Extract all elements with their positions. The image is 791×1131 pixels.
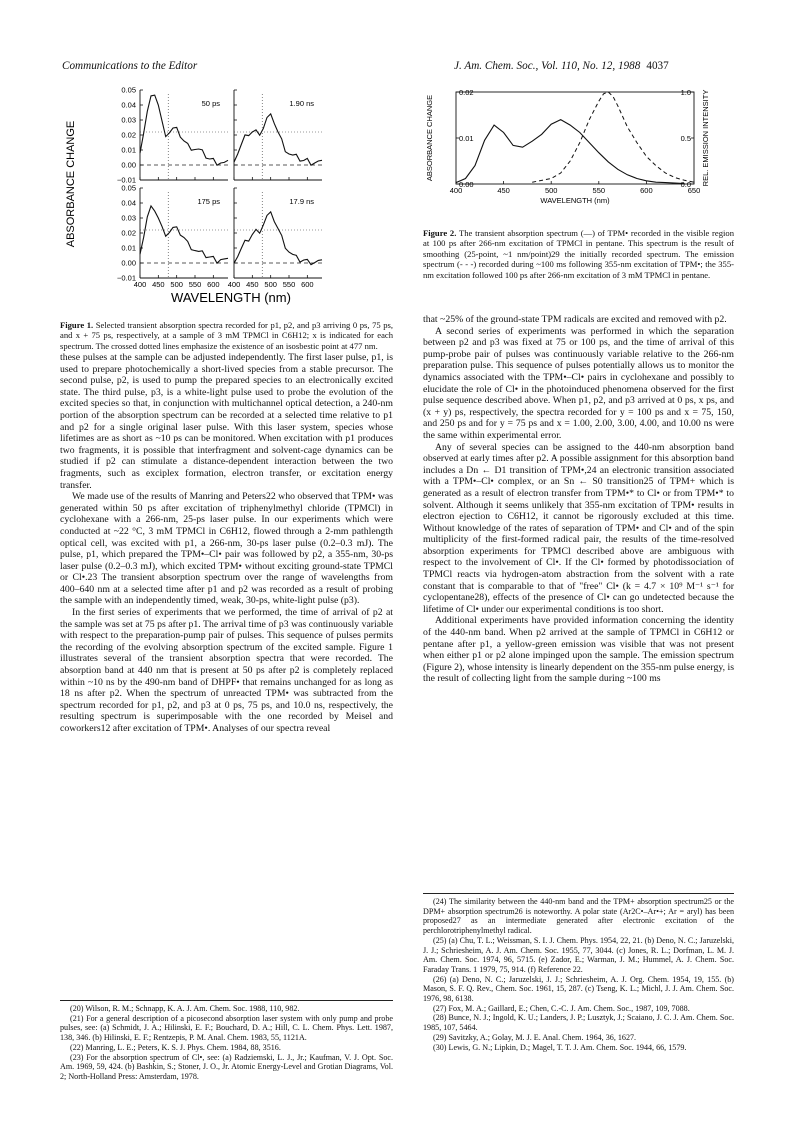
figure-1-caption bbox=[60, 320, 393, 351]
references-left bbox=[60, 1004, 393, 1082]
figure-1-caption-label: Figure 1. bbox=[60, 320, 94, 330]
y-tick-label: 0.05 bbox=[121, 183, 136, 193]
footnote-rule bbox=[60, 1000, 393, 1001]
x-tick-label: 600 bbox=[301, 280, 314, 289]
x-tick-label: 550 bbox=[188, 280, 202, 289]
page-number: 4037 bbox=[646, 60, 669, 72]
y-tick-label: 0.02 bbox=[121, 130, 136, 140]
x-tick-label: 500 bbox=[544, 186, 558, 195]
plot-frame bbox=[456, 92, 694, 184]
y-tick-label: 0.03 bbox=[121, 115, 136, 125]
y-tick-label: 0.00 bbox=[459, 180, 474, 189]
body-paragraph: Any of several species can be assigned to the 440-nm absorption band observed at early times after p2. A possible assignment for this absorption band includes a Dn ← D1 transition of TPM•,24 an electronic transition associated with a TPM•–Cl• complex, or an Sn ← S0 transition25 of TPM+ which is generated as a result of electron transfer from TPM•* to Cl• or from TPM•* to solvent. Although it seems unlikely that 355-nm excitation of TPM• results in electron ejection to C6H12, it cannot be rigorously excluded at this time. Without knowledge of the rates of separation of TPM• and Cl• and of the spin multiplicity of the first-formed radical pair, the results of the time-resolved absorption experiments for TPMCl described above are ambiguous with respect to the involvement of Cl•. If the Cl• formed by photodissociation of TPMCl reacts via hydrogen-atom abstraction from the solvent with a rate constant that is comparable to that of "free" Cl• (k = 4.7 × 10⁹ M⁻¹ s⁻¹ for cyclopentane28), effects of the presence of Cl• can go undetected because the lifetime of Cl• under our experimental conditions is too short. bbox=[423, 441, 734, 615]
emission-spectrum-line bbox=[532, 92, 694, 182]
body-paragraph: A second series of experiments was performed in which the separation between p2 and p3 was fixed at 75 or 100 ps, and the time of arrival of this pump-probe pair of pulses was continuously variable relative to the 266-nm preparation pulse. This sequence of pulses potentially allows us to monitor the dynamics associated with the TPM•–Cl• pairs in cyclohexane and possibly to elucidate the role of Cl• in the photoinduced phenomena observed for the first pulse sequence described above. When p1, p2, and p3 arrived at 0 ps, x ps, and (x + y) ps, respectively, the spectra recorded for y = 100 ps and x = 75, 150, and 250 ps and for y = 75 ps and x = 1.00, 2.00, 3.00, 4.00, and 10.00 ns were the same within experimental error. bbox=[423, 325, 734, 441]
y-tick-label: 0.01 bbox=[121, 145, 136, 155]
reference-item: (29) Savitzky, A.; Golay, M. J. E. Anal. Chem. 1964, 36, 1627. bbox=[433, 1032, 637, 1042]
references-right bbox=[423, 897, 734, 1052]
y-right-axis-title: REL. EMISSION INTENSITY bbox=[701, 89, 710, 187]
y-tick-label: 0.02 bbox=[459, 88, 474, 97]
body-paragraph: In the first series of experiments that we performed, the time of arrival of p2 at the sample was set at 75 ps after p1. The arrival time of p3 was continuously variable with respect to the preparation-pump pair of pulses. This sequence of pulses permits the recording of the evolving absorption spectrum of the excited sample. Figure 1 illustrates several of the transient absorption spectra that were recorded. The absorption band at 440 nm that is present at 50 ps after p2 is completely replaced within ~10 ns by the 490-nm band of DHPF• that remains unchanged for as long as 18 ns after p2. When the spectrum of unreacted TPM• was subtracted from the spectrum recorded for p1, p2, and p3 at 0 ps, 75 ps, and 10.0 ns, respectively, the resulting spectrum is superimposable with the one recorded by Meisel and coworkers12 after excitation of TPM•. Analyses of our spectra reveal bbox=[60, 607, 393, 734]
reference-item: (23) For the absorption spectrum of Cl•, see: (a) Radziemski, L. J., Jr.; Kaufman, V. J. Opt. Soc. Am. 1969, 59, 424. (b) Bashkin, S.; Stoner, J. O., Jr. Atomic Energy-Level and Grotian Diagrams, Vol. 2; North-Holland Press: Amsterdam, 1978. bbox=[60, 1052, 393, 1081]
y-right-tick-label: 0.5 bbox=[680, 134, 691, 143]
reference-item: (27) Fox, M. A.; Gaillard, E.; Chen, C.-C. J. Am. Chem. Soc., 1987, 109, 7088. bbox=[433, 1003, 690, 1013]
body-paragraph: these pulses at the sample can be adjusted independently. The first laser pulse, p1, is used to prepare photochemically a short-lived species from a stable precursor. The second pulse, p2, is used to pump the prepared species to an electronically excited state. The third pulse, p3, is a white-light pulse used to probe the evolution of the excited species so that, in conjunction with multichannel optical detection, a 240-nm portion of the absorption spectrum can be recorded at a selected time relative to p1 and p2 for a single original laser pulse. With this laser system, species whose lifetimes are as short as ~10 ps can be monitored. When excitation with p1 produces two fragments, it is possible that interfragment and solvent-cage dynamics can be studied if p2 can stimulate a distance-dependent interaction between the two fragments, such as exciplex formation, electron transfer, or excitation energy transfer. bbox=[60, 352, 393, 491]
x-tick-label: 400 bbox=[133, 280, 147, 289]
y-tick-label: −0.01 bbox=[117, 175, 136, 185]
panel-label: 50 ps bbox=[201, 99, 220, 108]
y-tick-label: 0.02 bbox=[121, 228, 136, 238]
spectrum-line bbox=[140, 206, 228, 263]
x-tick-label: 450 bbox=[497, 186, 510, 195]
body-paragraph: that ~25% of the ground-state TPM radicals are excited and removed with p2. bbox=[423, 314, 727, 325]
panel-label: 175 ps bbox=[197, 197, 220, 206]
body-column-right bbox=[423, 314, 734, 685]
spectrum-line bbox=[234, 114, 322, 165]
y-tick-label: 0.00 bbox=[121, 258, 136, 268]
x-tick-label: 550 bbox=[592, 186, 606, 195]
y-axis-title: ABSORBANCE CHANGE bbox=[425, 94, 434, 182]
body-paragraph: We made use of the results of Manring and Peters22 who observed that TPM• was generated within 50 ps after excitation of triphenylmethyl chloride (TPMCl) in cyclohexane with a 266-nm, 25-ps laser pulse. In our experiments which were conducted at ~22 °C, 3 mM TPMCl in C6H12, flowed through a 2-mm pathlength optical cell, was excited with p1, a 266-nm, 30-ps laser pulse (0.2–0.3 mJ). The pulse, p1, which prepared the TPM•–Cl• pair was followed by p2, a 355-nm, 30-ps laser pulse (0.2–0.3 mJ), which excited TPM• without exciting ground-state TPMCl or Cl•.23 The transient absorption spectrum over the range of wavelengths from 400–640 nm at a selected time after p1 and p2 was recorded as a result of probing the sample with an independently timed, weak, 30-ps, white-light pulse (p3). bbox=[60, 491, 393, 607]
x-tick-label: 500 bbox=[264, 280, 277, 289]
y-tick-label: −0.01 bbox=[117, 273, 136, 283]
x-tick-label: 550 bbox=[282, 280, 296, 289]
journal-citation: J. Am. Chem. Soc., Vol. 110, No. 12, 1988 bbox=[454, 60, 641, 72]
figure-2-caption bbox=[423, 228, 734, 280]
figure-2 bbox=[420, 82, 738, 224]
y-right-tick-label: 1.0 bbox=[680, 88, 691, 97]
x-tick-label: 400 bbox=[449, 186, 463, 195]
body-column-left bbox=[60, 352, 393, 735]
y-tick-label: 0.03 bbox=[121, 213, 136, 223]
y-tick-label: 0.00 bbox=[121, 160, 136, 170]
reference-item: (25) (a) Chu, T. L.; Weissman, S. I. J. Chem. Phys. 1954, 22, 21. (b) Deno, N. C.; Jaruzelski, J. J.; Schriesheim, A. J. Am. Chem. Soc. 1955, 77, 3044. (c) Jones, R. L.; Dorfman, L. M. J. Am. Chem. Soc. 1974, 96, 5715. (e) Zador, E.; Warman, J. M.; Hummel, A. J. Chem. Soc. Faraday Trans. 1 1979, 75, 914. (f) Reference 22. bbox=[423, 935, 734, 974]
y-tick-label: 0.01 bbox=[121, 243, 136, 253]
y-tick-label: 0.01 bbox=[459, 134, 474, 143]
running-header-right bbox=[454, 60, 669, 72]
body-paragraph: Additional experiments have provided information concerning the identity of the 440-nm band. When p2 arrived at the sample of TPMCl in C6H12 or pentane after p1, a yellow-green emission was visible that was not present when either p1 or p2 alone impinged upon the sample. The emission spectrum (Figure 2), whose intensity is linearly dependent on the 355-nm pulse energy, is the result of collecting light from the sample during ~100 ms bbox=[423, 615, 734, 685]
y-tick-label: 0.05 bbox=[121, 85, 136, 95]
reference-item: (30) Lewis, G. N.; Lipkin, D.; Magel, T. T. J. Am. Chem. Soc. 1944, 66, 1579. bbox=[433, 1042, 687, 1052]
panel-label: 17.9 ns bbox=[289, 197, 314, 206]
x-axis-title: WAVELENGTH (nm) bbox=[171, 290, 291, 305]
reference-item: (26) (a) Deno, N. C.; Jaruzelski, J. J.; Schriesheim, A. J. Org. Chem. 1954, 19, 155. (b) Mason, S. F. Q. Rev., Chem. Soc. 1961, 15, 287. (c) Tseng, K. L.; Michl, J. J. Am. Chem. Soc. 1976, 98, 6138. bbox=[423, 974, 734, 1004]
absorption-spectrum-line bbox=[456, 120, 685, 184]
x-tick-label: 450 bbox=[246, 280, 259, 289]
reference-item: (28) Bunce, N. J.; Ingold, K. U.; Landers, J. P.; Lusztyk, J.; Scaiano, J. C. J. Am. Chem. Soc. 1985, 107, 5464. bbox=[423, 1013, 734, 1033]
running-header-left: Communications to the Editor bbox=[62, 60, 198, 72]
x-tick-label: 500 bbox=[170, 280, 183, 289]
figure-1-caption-text: Selected transient absorption spectra recorded for p1, p2, and p3 arriving 0 ps, 75 ps, and x + 75 ps, respectively, at a sample of 3 mM TPMCl in C6H12; x is indicated for each spectrum. The crossed dotted lines emphasize the existence of an isosbestic point at 477 nm. bbox=[60, 320, 393, 351]
x-tick-label: 650 bbox=[687, 186, 701, 195]
panel-label: 1.90 ns bbox=[289, 99, 314, 108]
x-axis-title: WAVELENGTH (nm) bbox=[540, 196, 610, 205]
footnote-rule bbox=[423, 893, 734, 894]
figure-2-caption-label: Figure 2. bbox=[423, 228, 457, 238]
figure-1-plot bbox=[60, 82, 400, 316]
figure-2-caption-text: The transient absorption spectrum (—) of TPM• recorded in the visible region at 100 ps after 266-nm excitation of TPMCl in pentane. This spectrum is the result of smoothing (25-point, ~1 nm/point)29 the initially recorded spectrum. The emission spectrum (- - -) recorded during ~100 ms following 355-nm excitation of TPM•; the 355-nm excitation followed 100 ps after 266-nm excitation of 3 mM TPMCl in pentane. bbox=[423, 228, 735, 280]
y-right-tick-label: 0.0 bbox=[680, 180, 691, 189]
x-tick-label: 450 bbox=[152, 280, 165, 289]
spectrum-line bbox=[234, 212, 322, 265]
reference-item: (20) Wilson, R. M.; Schnapp, K. A. J. Am. Chem. Soc. 1988, 110, 982. bbox=[70, 1004, 300, 1013]
y-axis-title: ABSORBANCE CHANGE bbox=[65, 120, 77, 248]
x-tick-label: 600 bbox=[640, 186, 653, 195]
y-tick-label: 0.04 bbox=[121, 198, 136, 208]
reference-item: (22) Manring, L. E.; Peters, K. S. J. Phys. Chem. 1984, 88, 3516. bbox=[70, 1042, 281, 1052]
x-tick-label: 400 bbox=[227, 280, 241, 289]
x-tick-label: 600 bbox=[207, 280, 220, 289]
figure-1 bbox=[60, 82, 400, 316]
y-tick-label: 0.04 bbox=[121, 100, 136, 110]
figure-2-plot bbox=[420, 82, 738, 224]
reference-item: (21) For a general description of a picosecond absorption laser system with only pump and probe pulses, see: (a) Schmidt, J. A.; Hilinski, E. F.; Bouchard, D. A.; Hill, C. L. Chem. Phys. Lett. 1987, 138, 346. (b) Hilinski, E. F.; Rentzepis, P. M. Anal. Chem. 1983, 55, 1121A. bbox=[60, 1013, 393, 1043]
reference-item: (24) The similarity between the 440-nm band and the TPM+ absorption spectrum25 or the DPM+ absorption spectrum26 is noteworthy. A polar state (Ar2C•–Ar•+; Ar = aryl) has been proposed27 as an intermediate generated after electronic excitation of the perchlorotriphenylmethyl radical. bbox=[423, 897, 734, 936]
